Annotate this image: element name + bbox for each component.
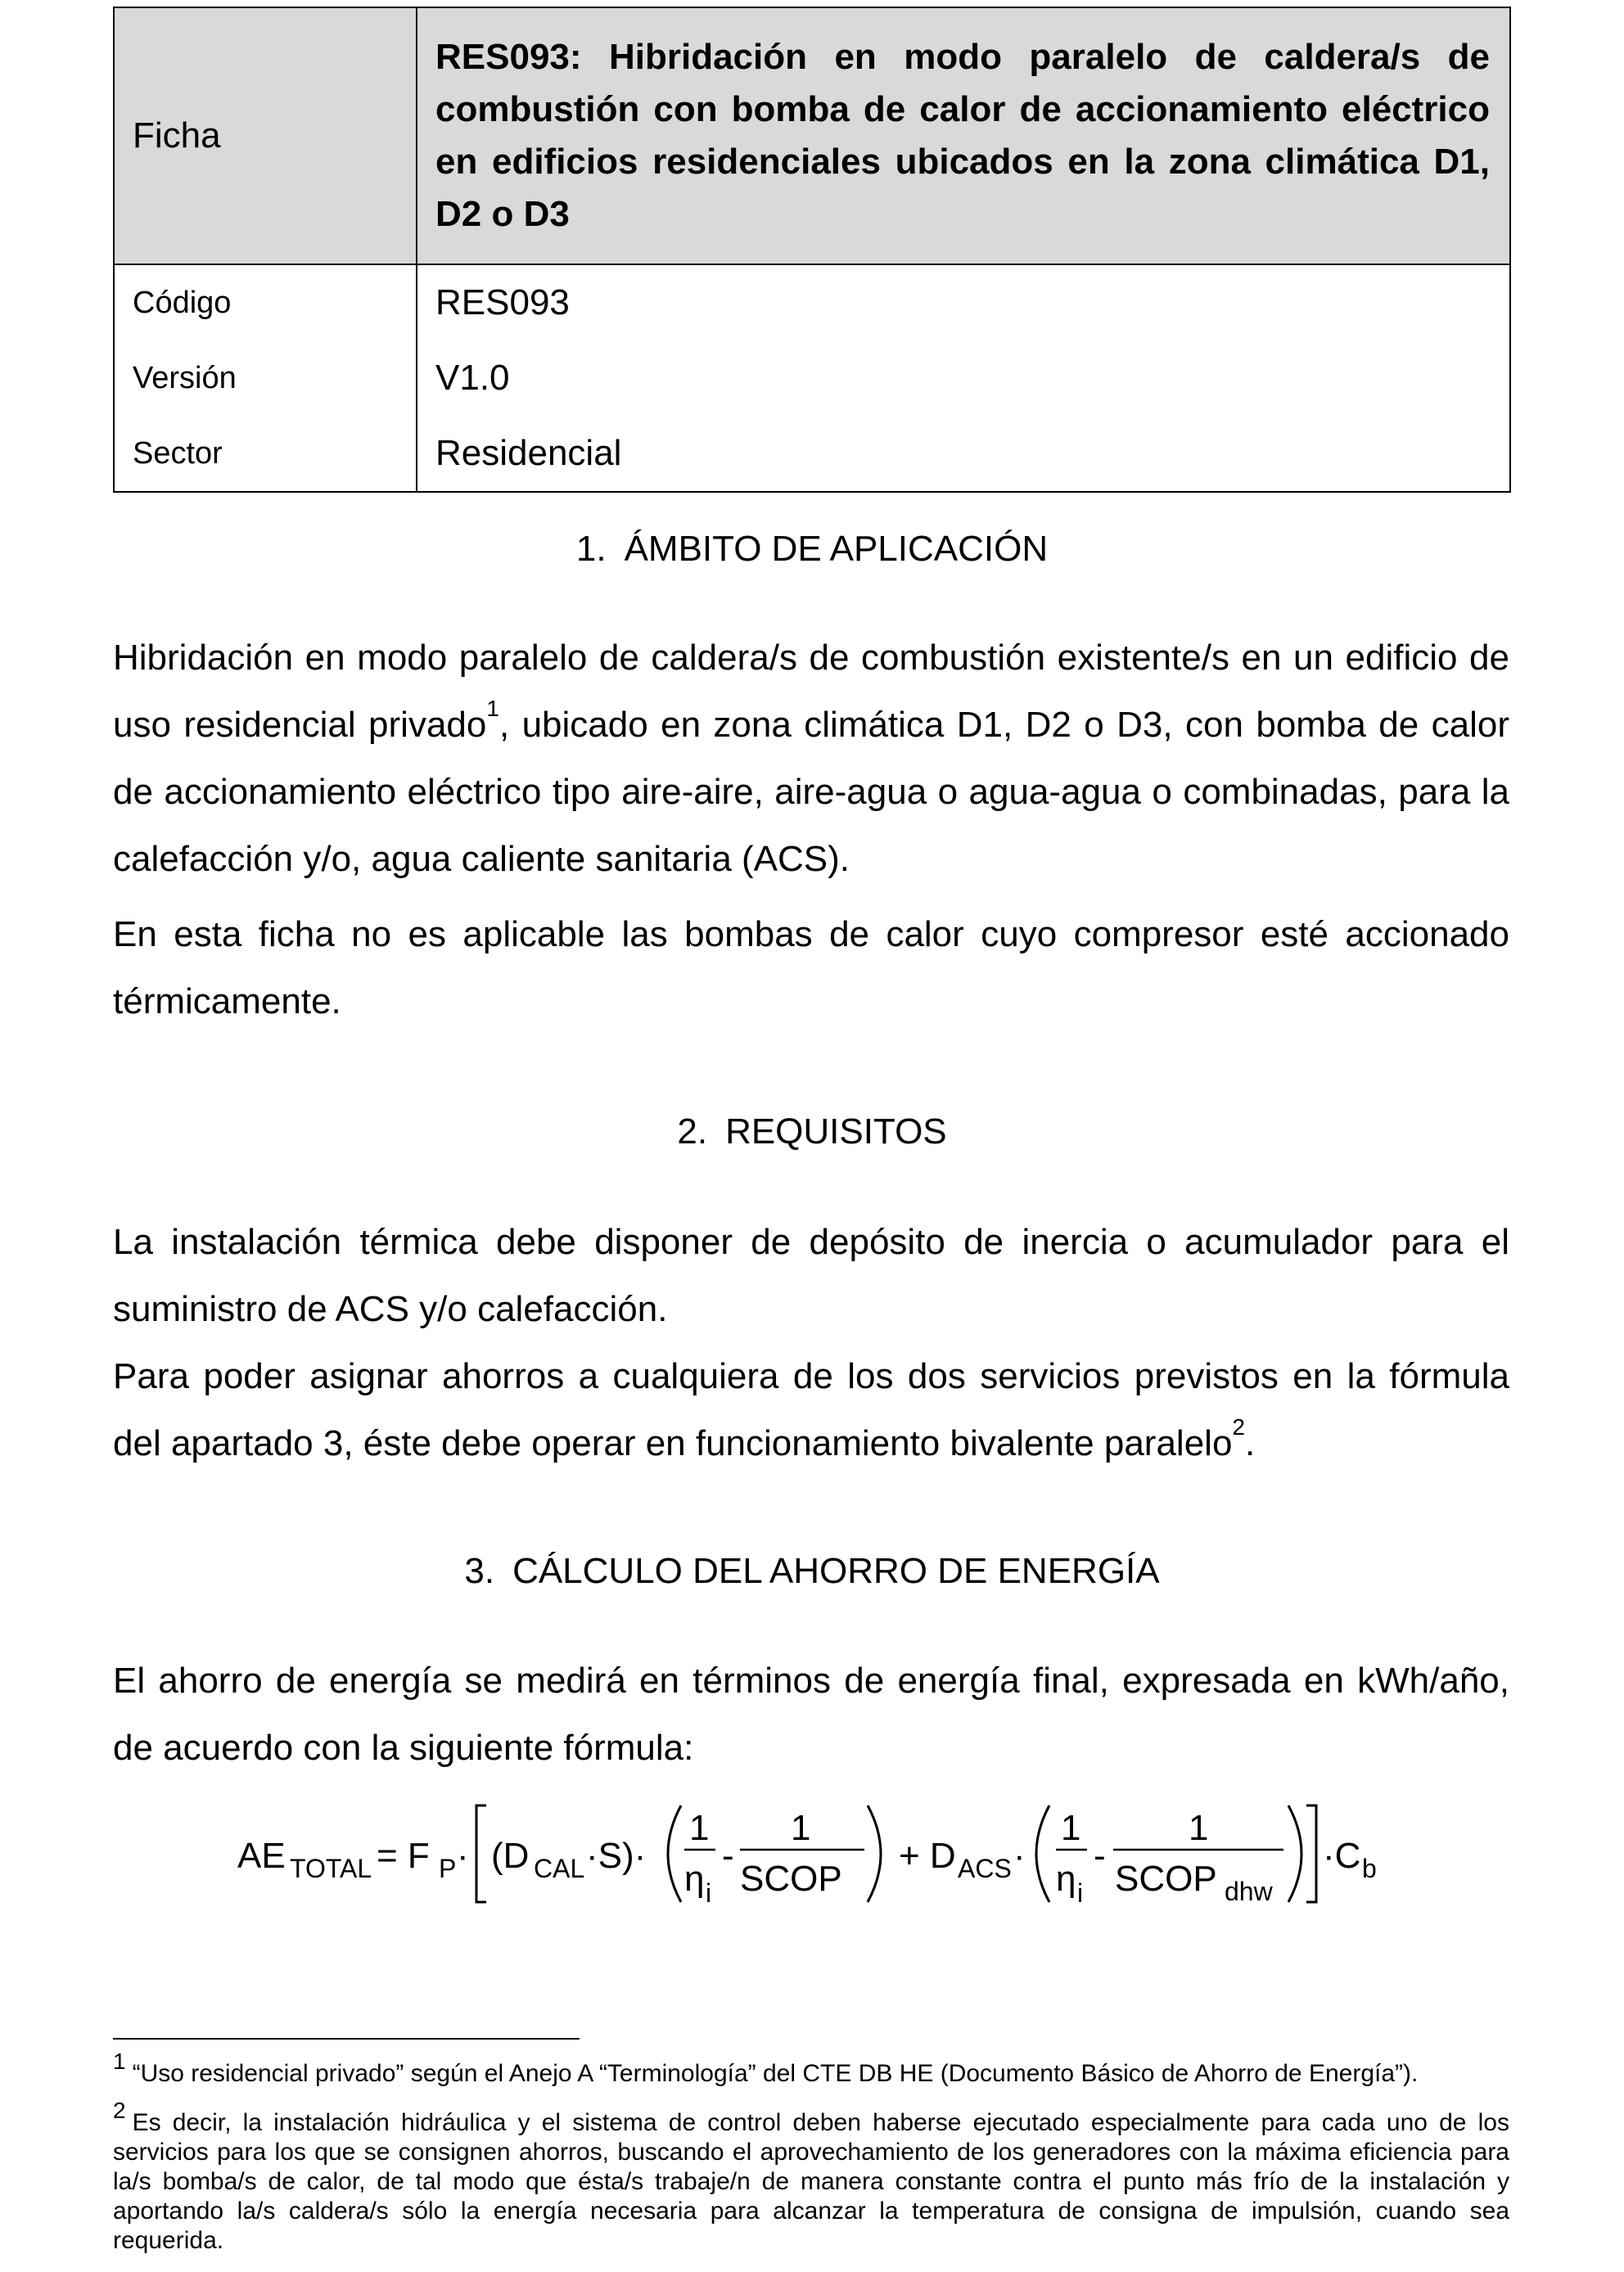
paren-right: [868, 1805, 881, 1902]
formula-scop: SCOP: [740, 1859, 842, 1899]
footnote-2: [113, 2097, 1509, 2256]
formula-plus-d: + D: [899, 1836, 956, 1876]
section-number: 1.: [575, 529, 607, 569]
sector-value: Residencial: [417, 416, 1510, 492]
formula-minus: -: [1094, 1836, 1106, 1876]
codigo-label: Código: [114, 264, 417, 340]
ficha-table: [113, 7, 1511, 493]
footnote-1: [113, 2048, 1509, 2089]
section-heading-1: [0, 529, 1624, 570]
paragraph: [113, 1343, 1509, 1477]
table-row: [114, 340, 1510, 416]
bracket-right: [1306, 1805, 1316, 1902]
section-heading-3: [0, 1551, 1624, 1592]
footnote-ref[interactable]: 2: [1232, 1413, 1245, 1440]
formula-ae: AE: [237, 1836, 286, 1876]
formula-cb: ·C: [1323, 1836, 1361, 1876]
formula-dcal: (D: [491, 1836, 530, 1876]
bracket-left: [476, 1805, 486, 1902]
section-title: REQUISITOS: [725, 1111, 947, 1152]
footnote-divider: [113, 2038, 580, 2040]
formula-dot: ·: [457, 1836, 469, 1876]
ficha-title: RES093: Hibridación en modo paralelo de caldera/s de combustión con bomba de calor de accionamiento eléctrico en edificios residenciales ubicados en la zona climática D1, D2 o D3: [417, 7, 1510, 264]
formula-dot: ·: [1013, 1836, 1026, 1876]
section-title: ÁMBITO DE APLICACIÓN: [624, 529, 1049, 569]
formula-scop: SCOP: [1115, 1859, 1217, 1899]
version-label: Versión: [114, 340, 417, 416]
formula-ae-sub: TOTAL: [290, 1854, 372, 1883]
text-run: .: [1245, 1423, 1256, 1463]
paragraph: La instalación térmica debe disponer de depósito de inercia o acumulador para el suministro de ACS y/o calefacción.: [113, 1222, 1509, 1329]
formula-cal-sub: CAL: [534, 1854, 585, 1883]
section-number: 3.: [464, 1551, 495, 1591]
text-run: Hibridación en modo paralelo de caldera/s de combustión existente/s en un edificio de uso residencial privado: [113, 638, 1509, 745]
paragraph: En esta ficha no es aplicable las bombas de calor cuyo compresor esté accionado térmicamente.: [113, 914, 1509, 1021]
codigo-value: RES093: [417, 264, 1510, 340]
formula-one: 1: [1189, 1808, 1209, 1848]
section-heading-2: [0, 1111, 1624, 1152]
formula-one: 1: [1061, 1808, 1081, 1848]
footnote-text: “Uso residencial privado” según el Anejo A “Terminología” del CTE DB HE (Documento Básico de Ahorro de Energía”).: [132, 2060, 1419, 2087]
formula-eq-f: = F: [377, 1836, 430, 1876]
formula-eta: η: [684, 1859, 705, 1899]
footnote-text: Es decir, la instalación hidráulica y el sistema de control deben haberse ejecutado especialmente para cada uno de los servicios para los que se consignen ahorros, buscando el aprovechamiento de los generadores con la máxima eficiencia para la/s bomba/s de calor, de tal modo que ésta/s trabaje/n de manera constante contra el punto más frío de la instalación y aportando la/s caldera/s sólo la energía necesaria para alcanzar la temperatura de consigna de impulsión, cuando sea requerida.: [113, 2109, 1509, 2254]
formula-cb-sub: b: [1362, 1854, 1377, 1883]
section-title: CÁLCULO DEL AHORRO DE ENERGÍA: [512, 1551, 1160, 1591]
section-3-body: [113, 1648, 1509, 1782]
table-row: [114, 264, 1510, 340]
version-value: V1.0: [417, 340, 1510, 416]
section-2-body: [113, 1209, 1509, 1477]
formula-s: ·S)·: [586, 1836, 647, 1876]
formula-dhw-sub: dhw: [1225, 1877, 1273, 1906]
paren-left: [1036, 1805, 1049, 1902]
footnote-ref[interactable]: 1: [486, 695, 499, 721]
formula-acs-sub: ACS: [958, 1854, 1012, 1883]
section-number: 2.: [677, 1111, 708, 1152]
paragraph: El ahorro de energía se medirá en términos de energía final, expresada en kWh/año, de acuerdo con la siguiente fórmula:: [113, 1661, 1509, 1768]
table-row: [114, 416, 1510, 492]
paren-right: [1288, 1805, 1301, 1902]
footnote-mark: 2: [113, 2097, 126, 2123]
sector-label: Sector: [114, 416, 417, 492]
footnote-mark: 1: [113, 2048, 126, 2074]
formula-minus: -: [722, 1836, 734, 1876]
section-1-body: [113, 624, 1509, 1035]
formula-eta-sub: i: [706, 1878, 712, 1908]
formula-eta-sub: i: [1077, 1878, 1084, 1908]
formula-one: 1: [791, 1808, 811, 1848]
formula-fp-sub: P: [439, 1854, 457, 1883]
paren-left: [668, 1805, 681, 1902]
text-run: Para poder asignar ahorros a cualquiera de los dos servicios previstos en la fórmula del apartado 3, éste debe operar en funcionamiento bivalente paralelo: [113, 1356, 1509, 1463]
paragraph: [113, 624, 1509, 893]
text-run: , ubicado en zona climática D1, D2 o D3, con bomba de calor de accionamiento eléctrico tipo aire-aire, aire-agua o agua-agua o combinadas, para la calefacción y/o, agua caliente sanitaria (ACS).: [113, 705, 1509, 879]
formula-one: 1: [689, 1808, 710, 1848]
ficha-title-row: [114, 7, 1510, 264]
ficha-label: Ficha: [114, 7, 417, 264]
energy-savings-formula: [0, 1776, 1624, 1923]
formula-eta: η: [1056, 1859, 1076, 1899]
